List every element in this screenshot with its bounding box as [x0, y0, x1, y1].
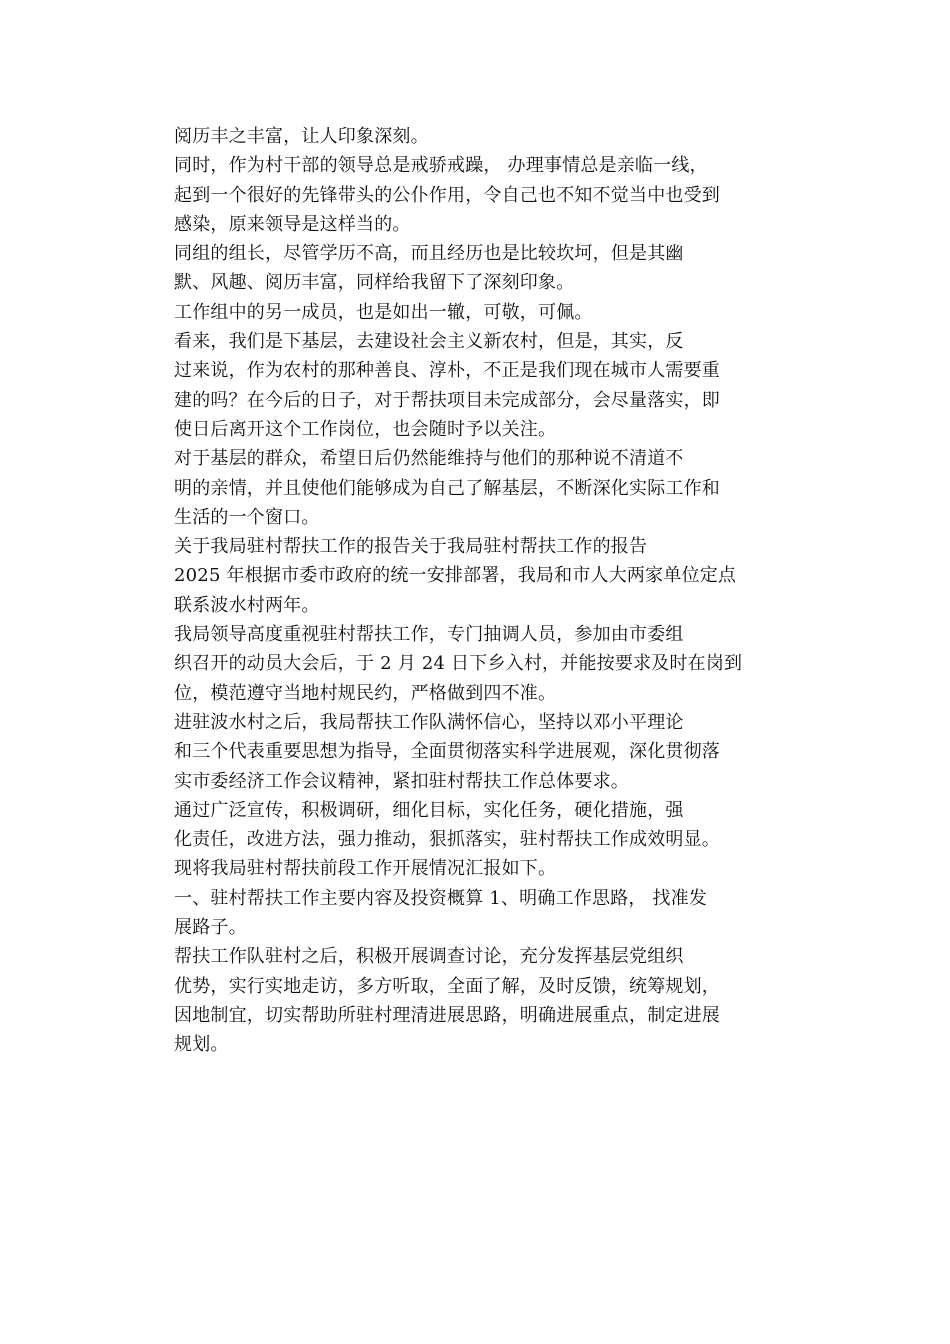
text-line: 进驻波水村之后，我局帮扶工作队满怀信心，坚持以邓小平理论	[174, 711, 684, 733]
text-line: 生活的一个窗口。	[174, 506, 320, 528]
text-line: 起到一个很好的先锋带头的公仆作用，令自己也不知不觉当中也受到	[174, 184, 720, 206]
text-line: 工作组中的另一成员，也是如出一辙，可敬，可佩。	[174, 301, 593, 323]
text-line: 化责任，改进方法，强力推动，狠抓落实，驻村帮扶工作成效明显。	[174, 829, 720, 851]
text-line: 同时，作为村干部的领导总是戒骄戒躁， 办理事情总是亲临一线，	[174, 155, 708, 177]
text-line: 因地制宜，切实帮助所驻村理清进展思路，明确进展重点，制定进展	[174, 1004, 720, 1026]
text-line: 优势，实行实地走访，多方听取，全面了解，及时反馈，统筹规划，	[174, 975, 720, 997]
text-line: 展路子。	[174, 917, 247, 939]
text-line: 默、风趣、阅历丰富，同样给我留下了深刻印象。	[174, 272, 575, 294]
text-line: 感染，原来领导是这样当的。	[174, 213, 411, 235]
text-line: 明的亲情，并且使他们能够成为自己了解基层，不断深化实际工作和	[174, 477, 720, 499]
report-title-line: 关于我局驻村帮扶工作的报告关于我局驻村帮扶工作的报告	[174, 536, 648, 558]
text-line: 联系波水村两年。	[174, 594, 320, 616]
text-line: 我局领导高度重视驻村帮扶工作，专门抽调人员，参加由市委组	[174, 624, 684, 646]
text-line: 同组的组长，尽管学历不高，而且经历也是比较坎坷，但是其幽	[174, 243, 684, 265]
text-line: 和三个代表重要思想为指导，全面贯彻落实科学进展观，深化贯彻落	[174, 741, 720, 763]
text-line: 2025 年根据市委市政府的统一安排部署，我局和市人大两家单位定点	[174, 565, 737, 587]
text-line: 阅历丰之丰富，让人印象深刻。	[174, 126, 429, 147]
text-line: 位，模范遵守当地村规民约，严格做到四不准。	[174, 682, 557, 704]
text-line: 建的吗？在今后的日子，对于帮扶项目未完成部分，会尽量落实，即	[174, 389, 720, 411]
text-line: 看来，我们是下基层，去建设社会主义新农村，但是，其实，反	[174, 331, 684, 353]
text-line: 使日后离开这个工作岗位，也会随时予以关注。	[174, 418, 557, 440]
text-line: 过来说，作为农村的那种善良、淳朴，不正是我们现在城市人需要重	[174, 360, 720, 382]
text-line: 规划。	[174, 1034, 229, 1056]
body-text	[174, 122, 814, 1060]
text-line: 实市委经济工作会议精神，紧扣驻村帮扶工作总体要求。	[174, 770, 629, 792]
text-line: 现将我局驻村帮扶前段工作开展情况汇报如下。	[174, 858, 557, 880]
text-line: 通过广泛宣传，积极调研，细化目标，实化任务，硬化措施，强	[174, 799, 684, 821]
text-line: 织召开的动员大会后，于 2 月 24 日下乡入村，并能按要求及时在岗到	[174, 653, 743, 675]
section-heading-line: 一、驻村帮扶工作主要内容及投资概算 1、明确工作思路， 找准发	[174, 887, 708, 909]
text-line: 帮扶工作队驻村之后，积极开展调查讨论，充分发挥基层党组织	[174, 946, 684, 968]
text-line: 对于基层的群众，希望日后仍然能维持与他们的那种说不清道不	[174, 448, 684, 470]
